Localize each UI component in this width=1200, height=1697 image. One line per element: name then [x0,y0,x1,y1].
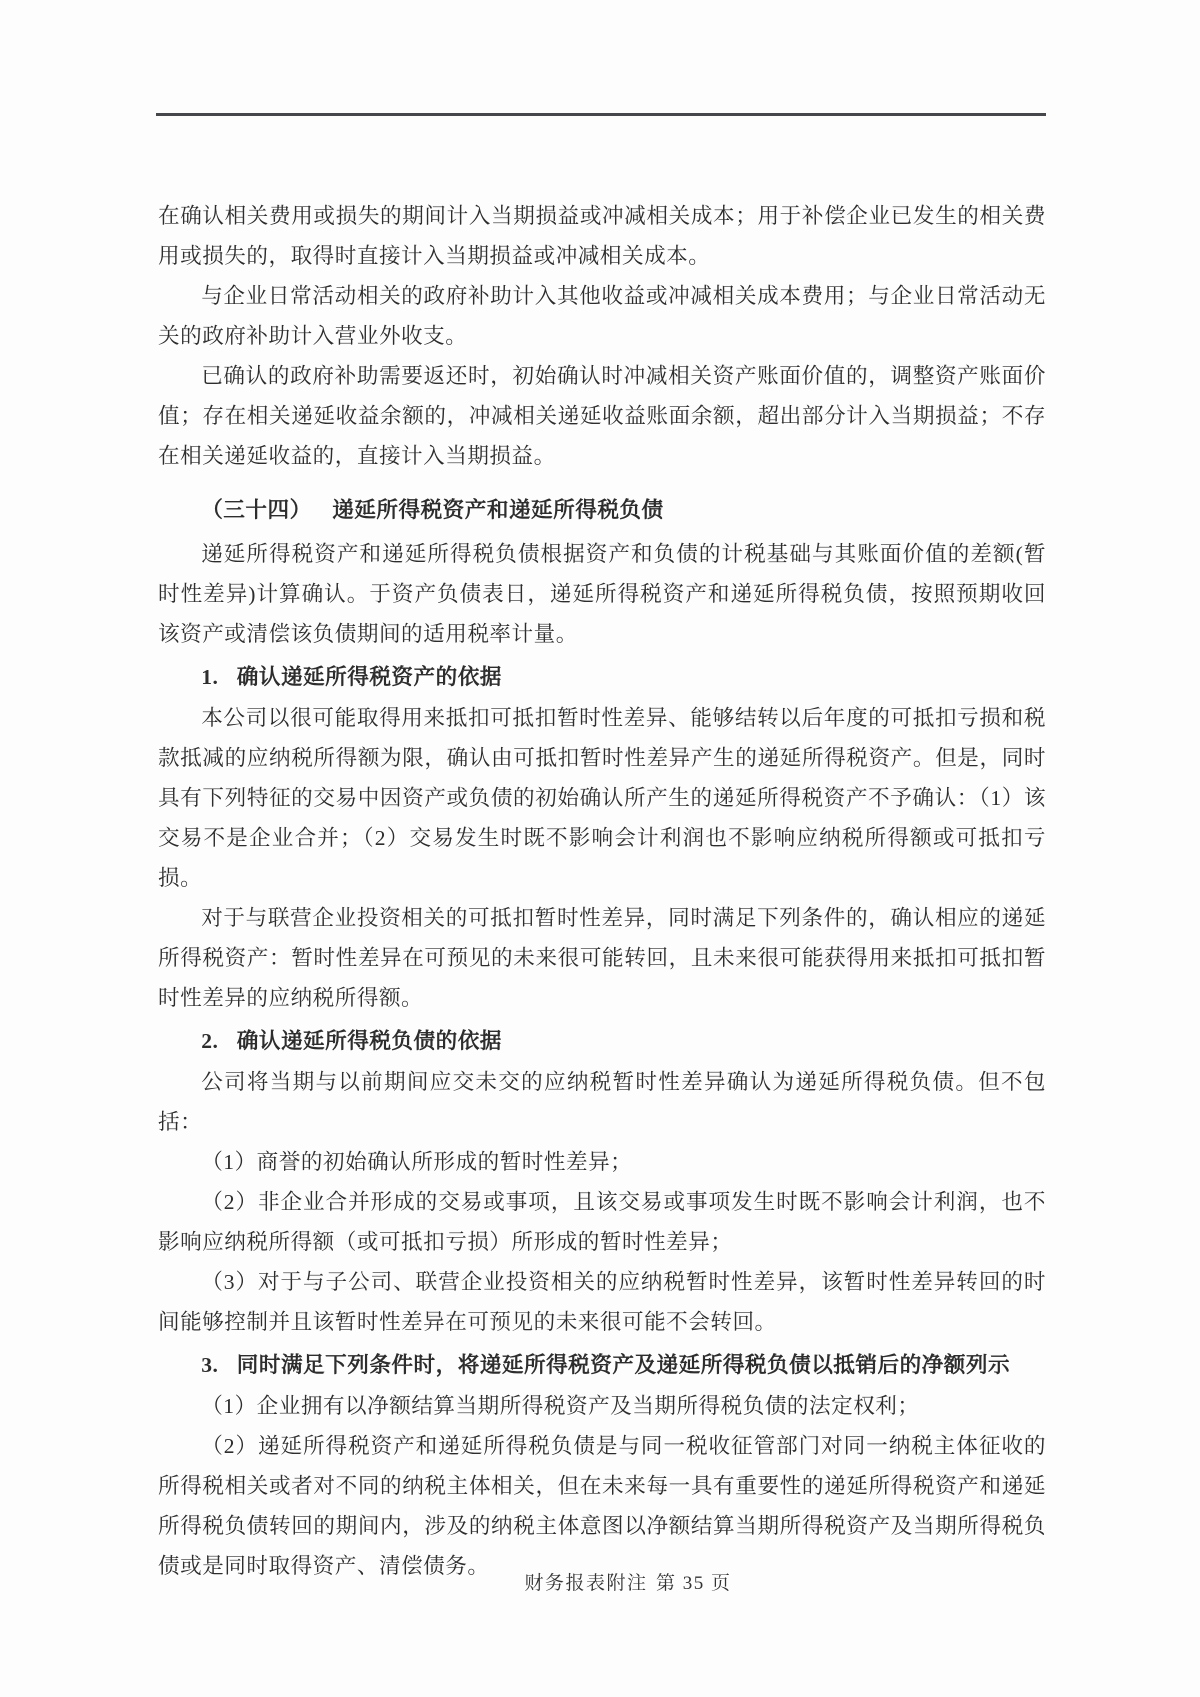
page-number: 第 35 页 [656,1573,732,1594]
paragraph: 与企业日常活动相关的政府补助计入其他收益或冲减相关成本费用；与企业日常活动无关的政府补助计入营业外收支。 [158,284,1046,348]
paragraph-continuation: 在确认相关费用或损失的期间计入当期损益或冲减相关成本；用于补偿企业已发生的相关费用或损失的，取得时直接计入当期损益或冲减相关成本。 [158,204,1046,268]
section-heading-34 [158,490,1046,530]
list-item: （2）递延所得税资产和递延所得税负债是与同一税收征管部门对同一纳税主体征收的所得税相关或者对不同的纳税主体相关，但在未来每一具有重要性的递延所得税资产和递延所得税负债转回的期间内，涉及的纳税主体意图以净额结算当期所得税资产及当期所得税负债或是同时取得资产、清偿债务。 [158,1434,1046,1578]
numbered-heading-1 [158,657,1046,697]
list-item: （3）对于与子公司、联营企业投资相关的应纳税暂时性差异，该暂时性差异转回的时间能够控制并且该暂时性差异在可预见的未来很可能不会转回。 [158,1270,1046,1334]
paragraph: 递延所得税资产和递延所得税负债根据资产和负债的计税基础与其账面价值的差额(暂时性差异)计算确认。于资产负债表日，递延所得税资产和递延所得税负债，按照预期收回该资产或清偿该负债期间的适用税率计量。 [158,542,1046,646]
list-item: （1）企业拥有以净额结算当期所得税资产及当期所得税负债的法定权利； [201,1394,920,1418]
paragraph: 已确认的政府补助需要返还时，初始确认时冲减相关资产账面价值的，调整资产账面价值；存在相关递延收益余额的，冲减相关递延收益账面余额，超出部分计入当期损益；不存在相关递延收益的，直接计入当期损益。 [158,364,1046,468]
section-number: （三十四） [201,498,312,522]
paragraph: 公司将当期与以前期间应交未交的应纳税暂时性差异确认为递延所得税负债。但不包括： [158,1070,1046,1134]
paragraph: 对于与联营企业投资相关的可抵扣暂时性差异，同时满足下列条件的，确认相应的递延所得税资产：暂时性差异在可预见的未来很可能转回，且未来很可能获得用来抵扣可抵扣暂时性差异的应纳税所得额。 [158,906,1046,1010]
numbered-heading-2 [158,1021,1046,1061]
heading-title: 确认递延所得税资产的依据 [236,665,502,689]
heading-number: 3. [201,1353,219,1377]
page-footer [0,1568,1200,1595]
list-item: （2）非企业合并形成的交易或事项，且该交易或事项发生时既不影响会计利润，也不影响应纳税所得额（或可抵扣亏损）所形成的暂时性差异； [158,1190,1046,1254]
heading-title: 确认递延所得税负债的依据 [236,1029,502,1053]
heading-title: 同时满足下列条件时，将递延所得税资产及递延所得税负债以抵销后的净额列示 [236,1353,1011,1377]
heading-number: 2. [201,1029,219,1053]
paragraph: 本公司以很可能取得用来抵扣可抵扣暂时性差异、能够结转以后年度的可抵扣亏损和税款抵减的应纳税所得额为限，确认由可抵扣暂时性差异产生的递延所得税资产。但是，同时具有下列特征的交易中因资产或负债的初始确认所产生的递延所得税资产不予确认：（1）该交易不是企业合并；（2）交易发生时既不影响会计利润也不影响应纳税所得额或可抵扣亏损。 [158,706,1046,890]
heading-number: 1. [201,665,219,689]
header-rule [156,113,1046,116]
list-item: （1）商誉的初始确认所形成的暂时性差异； [201,1150,633,1174]
footer-text: 财务报表附注 [524,1573,648,1594]
section-title: 递延所得税资产和递延所得税负债 [332,498,664,522]
numbered-heading-3 [158,1345,1046,1385]
document-body [158,196,1046,1586]
